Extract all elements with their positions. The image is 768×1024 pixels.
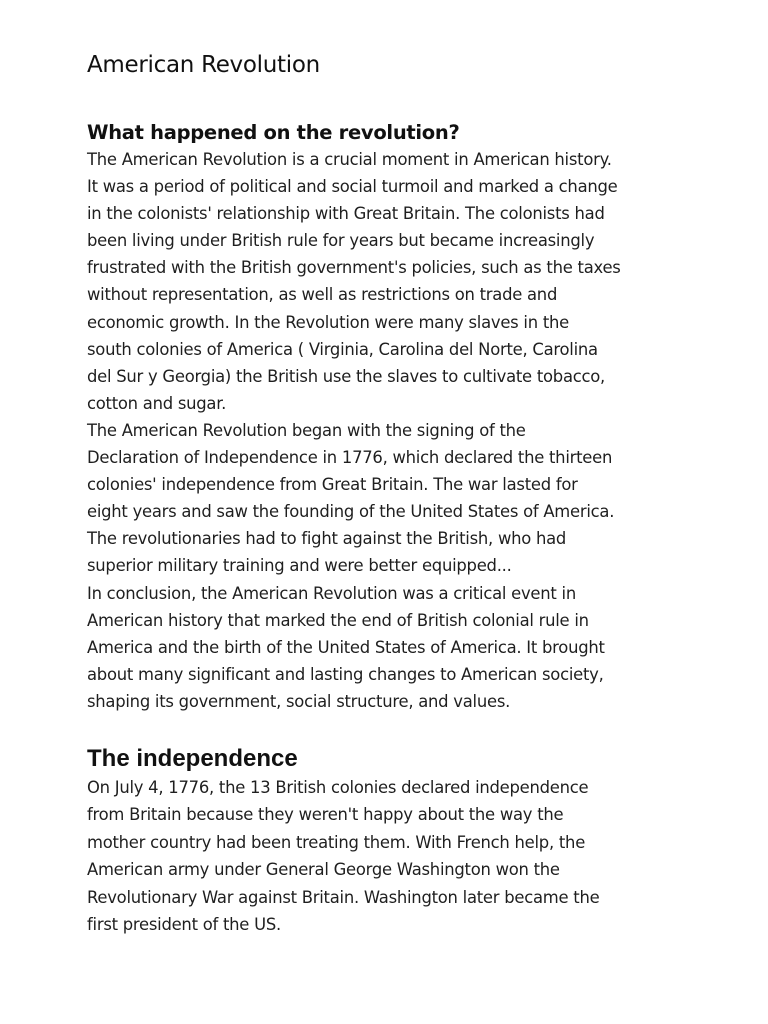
text-line: been living under British rule for years but became increasingly [87, 231, 595, 251]
text-line: mother country had been treating them. With French help, the [87, 832, 586, 852]
text-line: eight years and saw the founding of the United States of America. [87, 502, 615, 522]
section-revolution [87, 119, 727, 715]
text-line: first president of the US. [87, 915, 281, 935]
text-line: It was a period of political and social turmoil and marked a change [87, 177, 618, 197]
text-line: about many significant and lasting changes to American society, [87, 664, 604, 684]
text-line: without representation, as well as restrictions on trade and [87, 285, 558, 305]
text-line: superior military training and were better equipped... [87, 556, 512, 576]
text-line: In conclusion, the American Revolution was a critical event in [87, 583, 576, 603]
text-line: economic growth. In the Revolution were many slaves in the [87, 312, 569, 332]
text-line: from Britain because they weren't happy about the way the [87, 805, 564, 825]
text-line: The revolutionaries had to fight against the British, who had [87, 529, 567, 549]
text-line: frustrated with the British government's policies, such as the taxes [87, 258, 621, 278]
text-line: in the colonists' relationship with Great Britain. The colonists had [87, 204, 605, 224]
text-line: On July 4, 1776, the 13 British colonies declared independence [87, 778, 589, 797]
text-line: cotton and sugar. [87, 393, 227, 413]
section-independence [87, 744, 727, 938]
text-line: Revolutionary War against Britain. Washington later became the [87, 887, 600, 907]
text-line: American army under General George Washington won the [87, 860, 560, 880]
document-title: American Revolution [87, 52, 320, 78]
text-line: shaping its government, social structure, and values. [87, 691, 511, 711]
text-line: American history that marked the end of British colonial rule in [87, 610, 589, 630]
text-line: The American Revolution began with the signing of the [87, 420, 526, 440]
text-line: colonies' independence from Great Britain. The war lasted for [87, 475, 578, 495]
text-line: del Sur y Georgia) the British use the slaves to cultivate tobacco, [87, 366, 606, 386]
section-heading-revolution: What happened on the revolution? [87, 121, 460, 144]
section-body-independence [87, 774, 727, 938]
text-line: Declaration of Independence in 1776, which declared the thirteen [87, 448, 613, 468]
text-line: south colonies of America ( Virginia, Carolina del Norte, Carolina [87, 339, 598, 359]
section-heading-independence: The independence [87, 745, 298, 772]
section-body-revolution [87, 146, 727, 715]
text-line: America and the birth of the United States of America. It brought [87, 637, 605, 657]
text-line: The American Revolution is a crucial moment in American history. [87, 150, 612, 169]
